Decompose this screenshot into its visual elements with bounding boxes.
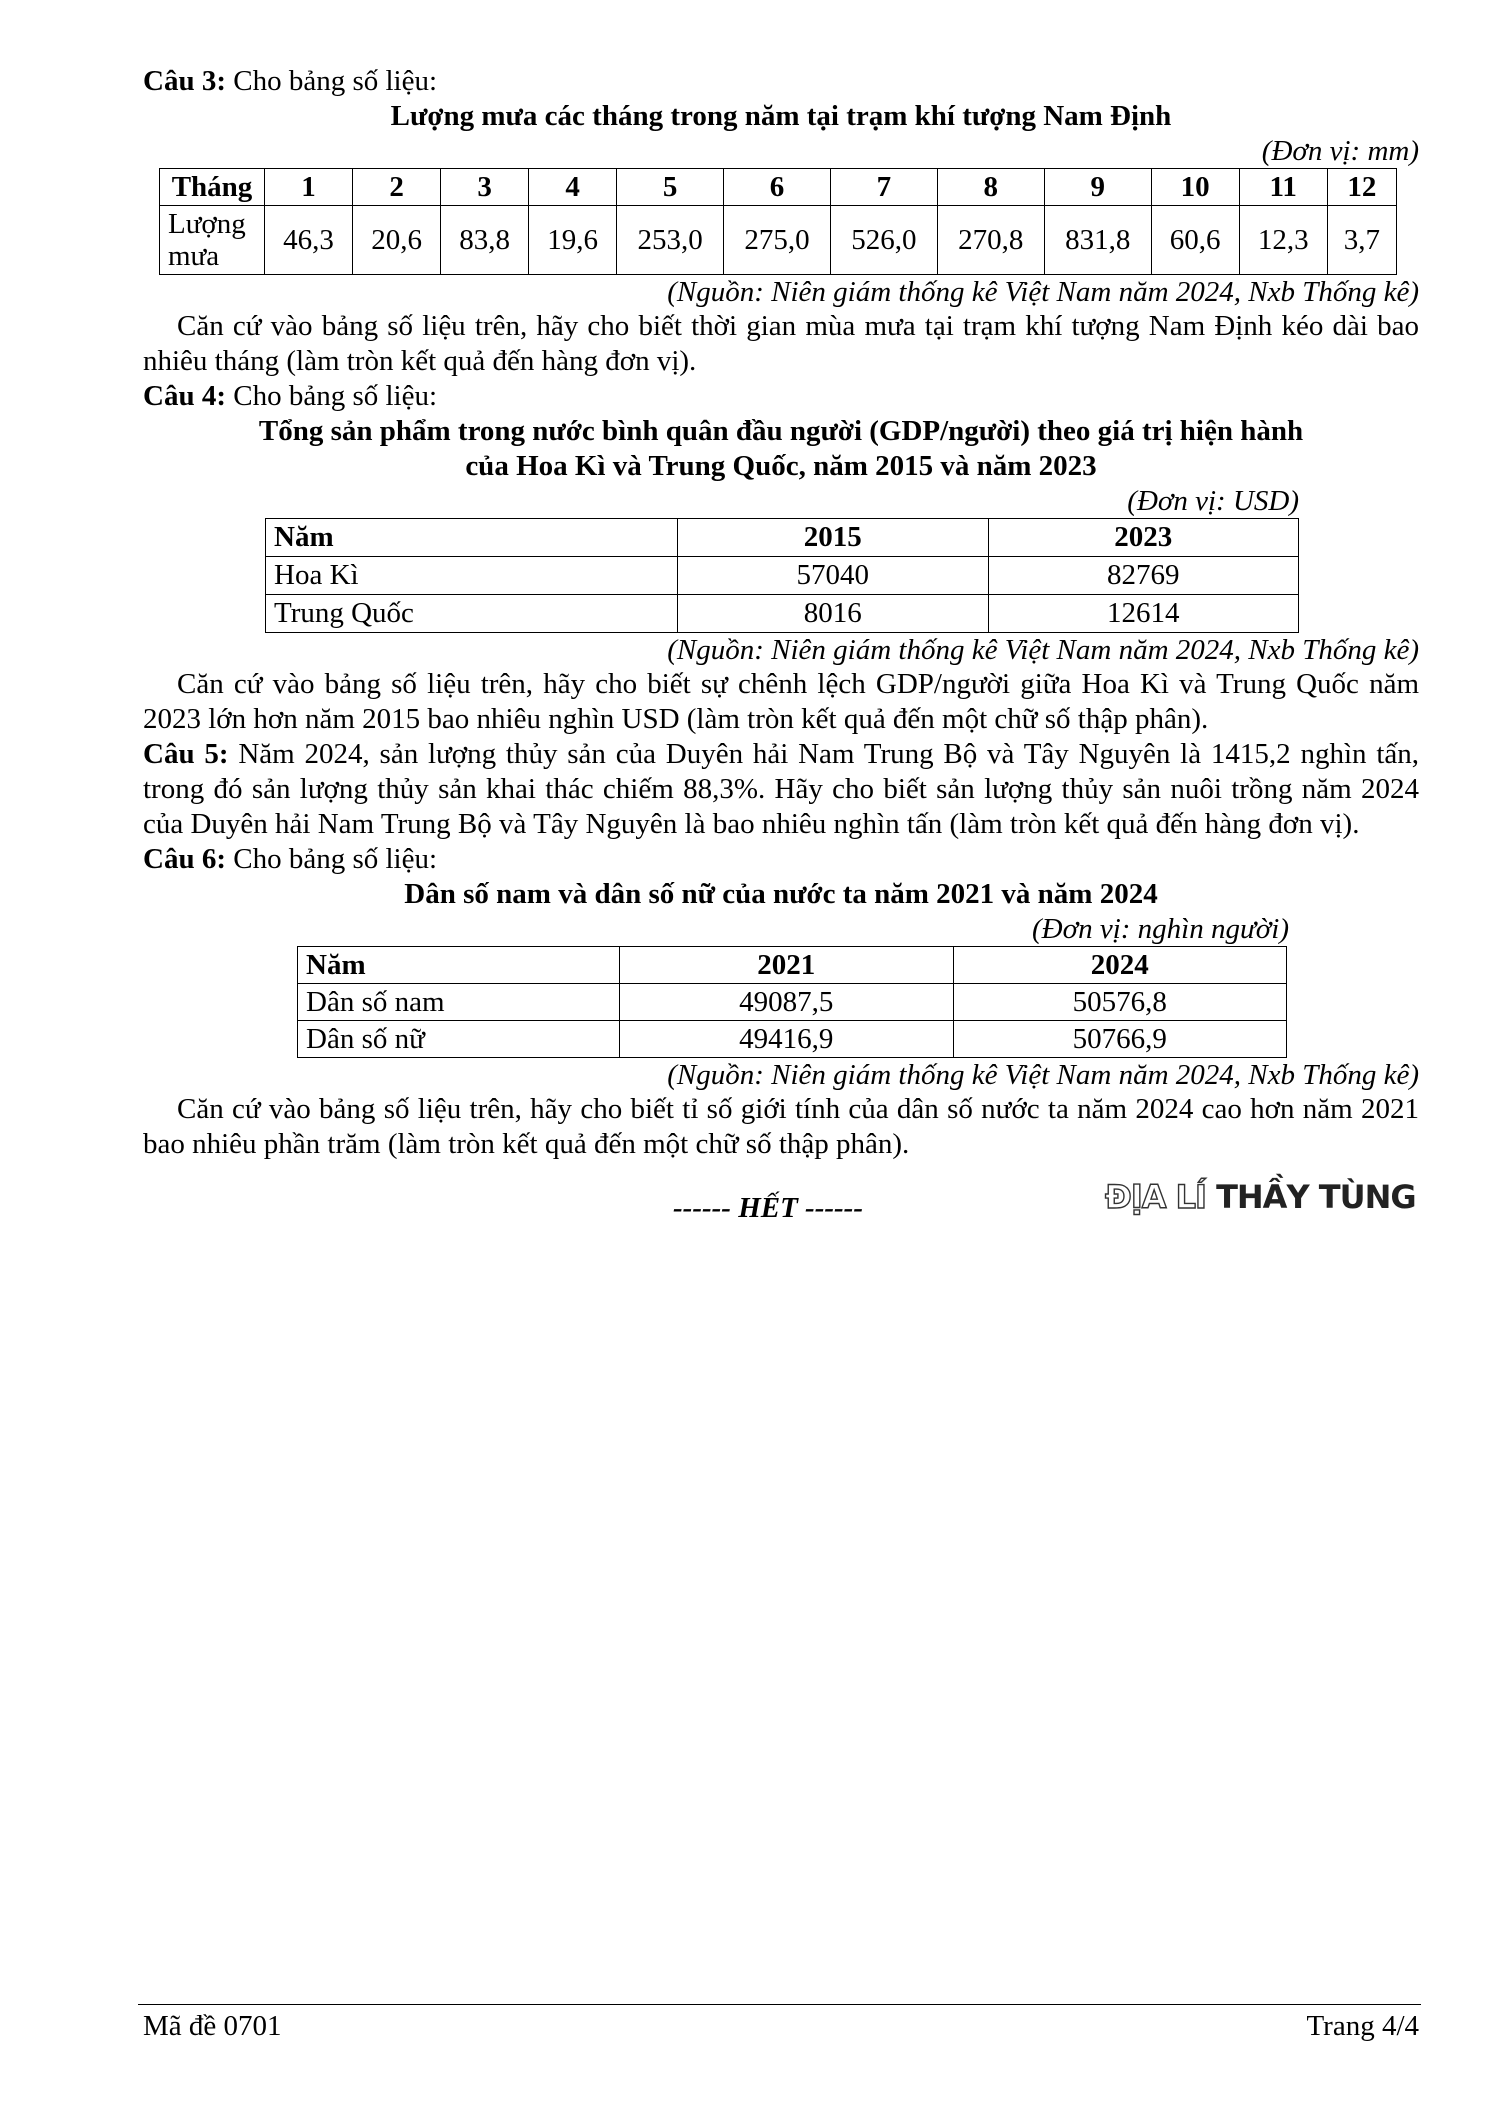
table-row bbox=[266, 557, 1299, 595]
q4-intro: Câu 4: Cho bảng số liệu: bbox=[143, 380, 438, 412]
table-row bbox=[266, 595, 1299, 633]
q4-table-title: Tổng sản phẩm trong nước bình quân đầu người (GDP/người) theo giá trị hiện hành của Hoa Kì và Trung Quốc, năm 2015 và năm 2023 bbox=[258, 415, 1304, 482]
table-row bbox=[298, 984, 1287, 1021]
q3-month-cell: 10 bbox=[1151, 169, 1239, 206]
table-header-row bbox=[266, 519, 1299, 557]
q3-rainfall-table bbox=[159, 168, 1397, 275]
q4-value-cell: 12614 bbox=[988, 595, 1299, 633]
q3-label: Câu 3: bbox=[143, 65, 226, 97]
q3-value-cell: 83,8 bbox=[441, 206, 529, 275]
end-section bbox=[143, 1168, 1419, 1248]
q3-month-cell: 2 bbox=[353, 169, 441, 206]
q3-value-cell: 20,6 bbox=[353, 206, 441, 275]
footer-divider bbox=[138, 2004, 1421, 2005]
q5-label: Câu 5: bbox=[143, 738, 229, 770]
q3-value-cell: 12,3 bbox=[1239, 206, 1327, 275]
q3-month-cell: 6 bbox=[724, 169, 831, 206]
q3-value-cell: 526,0 bbox=[830, 206, 937, 275]
q3-row-header-month: Tháng bbox=[160, 169, 265, 206]
q3-month-cell: 9 bbox=[1044, 169, 1151, 206]
table-row bbox=[298, 1021, 1287, 1058]
q3-month-cell: 11 bbox=[1239, 169, 1327, 206]
q4-row-label: Hoa Kì bbox=[266, 557, 678, 595]
q6-table-title: Dân số nam và dân số nữ của nước ta năm 2021 và năm 2024 bbox=[404, 878, 1158, 910]
q4-header-cell: 2015 bbox=[678, 519, 989, 557]
q6-row-label: Dân số nam bbox=[298, 984, 620, 1021]
q6-intro: Câu 6: Cho bảng số liệu: bbox=[143, 843, 438, 875]
q6-value-cell: 50576,8 bbox=[953, 984, 1287, 1021]
q4-header-cell: Năm bbox=[266, 519, 678, 557]
q3-month-cell: 8 bbox=[937, 169, 1044, 206]
q3-value-cell: 831,8 bbox=[1044, 206, 1151, 275]
q6-row-label: Dân số nữ bbox=[298, 1021, 620, 1058]
q3-month-cell: 1 bbox=[265, 169, 353, 206]
q3-value-cell: 19,6 bbox=[529, 206, 617, 275]
q3-value-row bbox=[160, 206, 1397, 275]
exam-page bbox=[143, 64, 1419, 1248]
q3-month-cell: 7 bbox=[830, 169, 937, 206]
q3-intro: Câu 3: Cho bảng số liệu: bbox=[143, 65, 438, 97]
q4-source: (Nguồn: Niên giám thống kê Việt Nam năm 2024, Nxb Thống kê) bbox=[667, 634, 1419, 666]
q3-month-row bbox=[160, 169, 1397, 206]
watermark-logo: ĐỊA LÍ THẦY TÙNG bbox=[1105, 1178, 1416, 1216]
exam-code: Mã đề 0701 bbox=[143, 2010, 282, 2042]
q3-value-cell: 275,0 bbox=[724, 206, 831, 275]
q6-header-cell: 2021 bbox=[620, 947, 954, 984]
q6-unit: (Đơn vị: nghìn người) bbox=[1032, 913, 1289, 945]
q4-question: Căn cứ vào bảng số liệu trên, hãy cho biết sự chênh lệch GDP/người giữa Hoa Kì và Trung Quốc năm 2023 lớn hơn năm 2015 bao nhiêu nghìn USD (làm tròn kết quả đến một chữ số thập phân). bbox=[143, 668, 1419, 735]
q3-value-cell: 60,6 bbox=[1151, 206, 1239, 275]
q3-value-cell: 270,8 bbox=[937, 206, 1044, 275]
q4-gdp-table bbox=[265, 518, 1299, 633]
q3-unit: (Đơn vị: mm) bbox=[1261, 135, 1419, 167]
q6-question: Căn cứ vào bảng số liệu trên, hãy cho biết tỉ số giới tính của dân số nước ta năm 2024 cao hơn năm 2021 bao nhiêu phần trăm (làm tròn kết quả đến một chữ số thập phân). bbox=[143, 1093, 1419, 1160]
q4-row-label: Trung Quốc bbox=[266, 595, 678, 633]
q3-value-cell: 3,7 bbox=[1327, 206, 1396, 275]
q6-source: (Nguồn: Niên giám thống kê Việt Nam năm 2024, Nxb Thống kê) bbox=[667, 1059, 1419, 1091]
q3-table-title: Lượng mưa các tháng trong năm tại trạm khí tượng Nam Định bbox=[390, 100, 1172, 132]
q6-value-cell: 49087,5 bbox=[620, 984, 954, 1021]
q6-header-cell: 2024 bbox=[953, 947, 1287, 984]
q6-value-cell: 49416,9 bbox=[620, 1021, 954, 1058]
q6-header-cell: Năm bbox=[298, 947, 620, 984]
q6-label: Câu 6: bbox=[143, 843, 226, 875]
q3-month-cell: 12 bbox=[1327, 169, 1396, 206]
q4-value-cell: 82769 bbox=[988, 557, 1299, 595]
q6-population-table bbox=[297, 946, 1287, 1058]
q4-value-cell: 57040 bbox=[678, 557, 989, 595]
q3-month-cell: 3 bbox=[441, 169, 529, 206]
q4-value-cell: 8016 bbox=[678, 595, 989, 633]
end-marker: ------ HẾT ------ bbox=[673, 1192, 864, 1224]
q3-month-cell: 5 bbox=[617, 169, 724, 206]
q4-label: Câu 4: bbox=[143, 380, 226, 412]
q6-value-cell: 50766,9 bbox=[953, 1021, 1287, 1058]
q3-value-cell: 46,3 bbox=[265, 206, 353, 275]
q4-header-cell: 2023 bbox=[988, 519, 1299, 557]
q3-value-cell: 253,0 bbox=[617, 206, 724, 275]
q4-unit: (Đơn vị: USD) bbox=[1127, 485, 1299, 517]
q3-row-header-rainfall: Lượng mưa bbox=[160, 206, 265, 275]
table-header-row bbox=[298, 947, 1287, 984]
q3-month-cell: 4 bbox=[529, 169, 617, 206]
q5-text: Câu 5: Năm 2024, sản lượng thủy sản của Duyên hải Nam Trung Bộ và Tây Nguyên là 1415,2 nghìn tấn, trong đó sản lượng thủy sản khai thác chiếm 88,3%. Hãy cho biết sản lượng thủy sản nuôi trồng năm 2024 của Duyên hải Nam Trung Bộ và Tây Nguyên là bao nhiêu nghìn tấn (làm tròn kết quả đến hàng đơn vị). bbox=[143, 738, 1419, 840]
q3-source: (Nguồn: Niên giám thống kê Việt Nam năm 2024, Nxb Thống kê) bbox=[667, 276, 1419, 308]
q3-question: Căn cứ vào bảng số liệu trên, hãy cho biết thời gian mùa mưa tại trạm khí tượng Nam Định kéo dài bao nhiêu tháng (làm tròn kết quả đến hàng đơn vị). bbox=[143, 310, 1419, 377]
page-number: Trang 4/4 bbox=[1306, 2010, 1419, 2042]
